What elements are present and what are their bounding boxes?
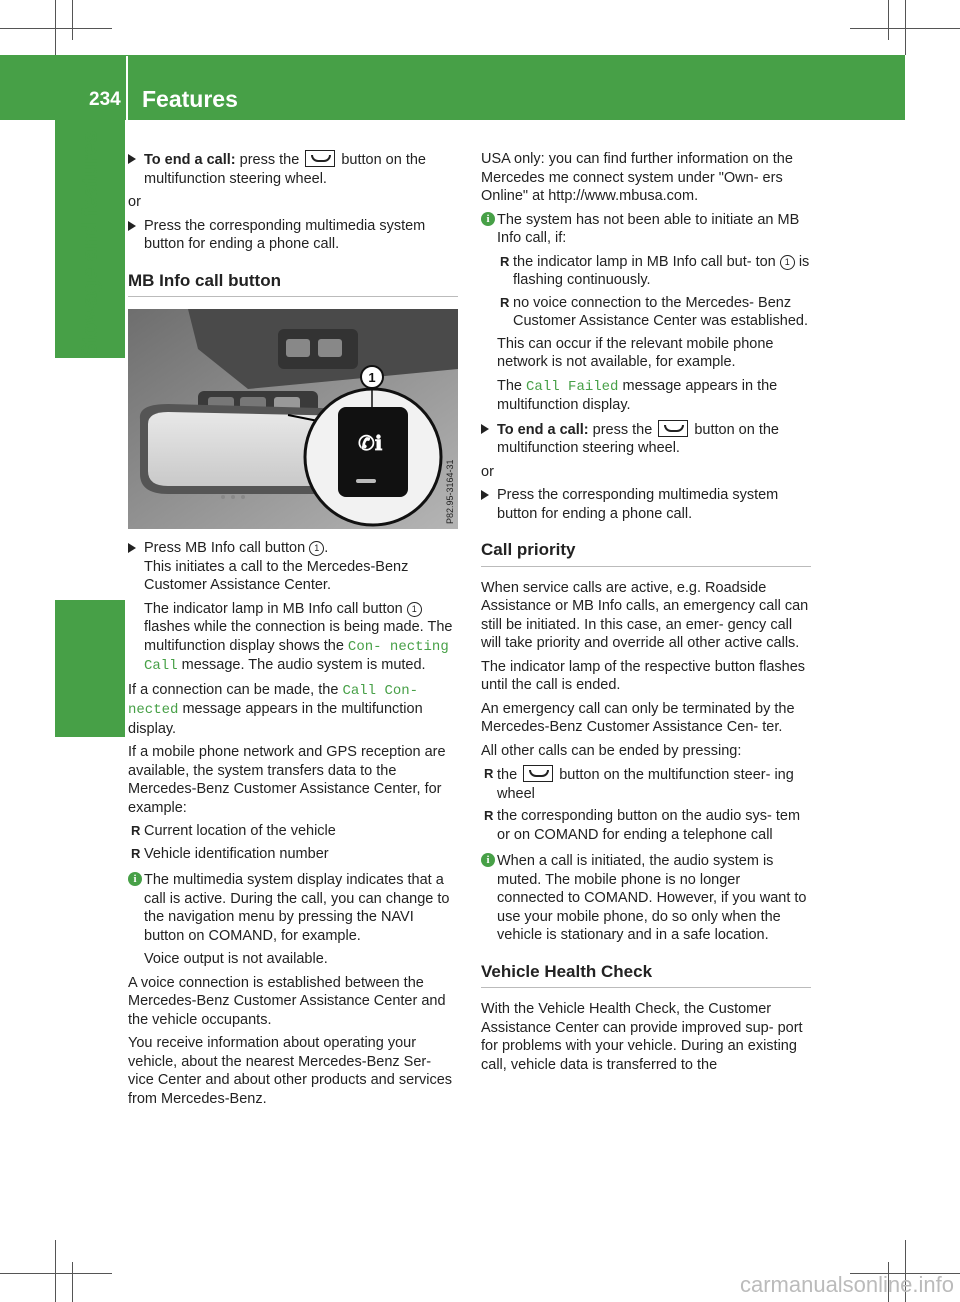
crop-mark bbox=[888, 0, 889, 40]
chapter-tab bbox=[55, 600, 125, 737]
section-heading: Call priority bbox=[481, 541, 811, 567]
callout-one-icon: 1 bbox=[309, 541, 324, 556]
info-icon: i bbox=[481, 212, 495, 226]
section-heading: Vehicle Health Check bbox=[481, 963, 811, 989]
lamp-text: The indicator lamp in MB Info call button 1 flashes while the connection is being made. The multifunction display shows the Con‑ necting Call message. The audio system is muted. bbox=[144, 600, 453, 674]
crop-mark bbox=[72, 1262, 73, 1302]
voice-connection-text: A voice connection is established between the Mercedes-Benz Customer Assistance Center and the vehicle occupants. bbox=[128, 974, 446, 1028]
chapter-label: Stowage and features bbox=[77, 130, 102, 358]
lamp-flash-text: The indicator lamp of the respective button flashes until the call is ended. bbox=[481, 658, 806, 693]
voice-output-text: Voice output is not available. bbox=[144, 951, 328, 967]
gps-text: If a mobile phone network and GPS reception are available, the system transfers data to the Mercedes-Benz Customer Assistance Center, for example: bbox=[128, 744, 446, 816]
end-call-step: To end a call: press the button on the multifunction steering wheel. bbox=[481, 420, 811, 458]
list-item: R no voice connection to the Mercedes- Benz Customer Assistance Center was established. bbox=[500, 294, 808, 329]
vhc-text: With the Vehicle Health Check, the Customer Assistance Center can provide improved sup- port for problems with your vehicle. During an existing call, vehicle data is transferred to the bbox=[481, 1001, 803, 1073]
header-band bbox=[0, 55, 905, 120]
crop-mark bbox=[0, 1273, 112, 1274]
crop-mark bbox=[55, 1240, 56, 1302]
info-note: i The system has not been able to initiate an MB Info call, if: bbox=[481, 211, 811, 248]
service-calls-text: When service calls are active, e.g. Roadside Assistance or MB Info calls, an emergency call can still be initiated. In this case, an emer- gency call will take priority and override all other active calls. bbox=[481, 579, 809, 651]
mirror-photo bbox=[128, 309, 458, 529]
hang-up-icon bbox=[658, 420, 688, 437]
usa-text: USA only: you can find further information on the Mercedes me connect system under "Own- ers Online" at http://www.mbusa.com. bbox=[481, 151, 793, 204]
or-text: or bbox=[128, 194, 141, 210]
callout-number: 1 bbox=[368, 370, 376, 385]
info-icon: i bbox=[128, 872, 142, 886]
arrow-icon bbox=[481, 424, 489, 434]
press-corresponding-step: Press the corresponding multimedia system button for ending a phone call. bbox=[481, 486, 811, 523]
call-failed-text: The Call Failed message appears in the multifunction display. bbox=[497, 377, 778, 413]
receive-info-text: You receive information about operating your vehicle, about the nearest Mercedes-Benz Ser- vice Center and about other products and services from Mercedes-Benz. bbox=[128, 1035, 453, 1107]
phone-info-icon: ✆ℹ bbox=[358, 433, 383, 455]
press-corresponding-step: Press the corresponding multimedia system button for ending a phone call. bbox=[128, 217, 458, 254]
crop-mark bbox=[0, 28, 112, 29]
crop-mark bbox=[72, 0, 73, 40]
crop-mark bbox=[55, 0, 56, 55]
image-code: P82.95-3164-31 bbox=[445, 459, 455, 524]
info-note: i When a call is initiated, the audio system is muted. The mobile phone is no longer connected to COMAND. However, if you want to use your mobile phone, do so only when the vehicle is stationary and in a safe location. bbox=[481, 852, 811, 945]
occur-text: This can occur if the relevant mobile phone network is not available, for example. bbox=[497, 335, 774, 370]
press-mb-info-step: Press MB Info call button 1 . This initiates a call to the Mercedes-Benz Customer Assistance Center. bbox=[128, 539, 458, 595]
header-divider bbox=[126, 56, 128, 120]
list-item: R Vehicle identification number bbox=[131, 845, 329, 862]
arrow-icon bbox=[481, 490, 489, 500]
end-call-step: To end a call: press the button on the multifunction steering wheel. bbox=[128, 150, 458, 188]
connected-text: If a connection can be made, the Call Con‑ nected message appears in the multifunction display. bbox=[128, 681, 423, 737]
list-item: R the indicator lamp in MB Info call but- ton 1 is flashing continuously. bbox=[500, 253, 810, 288]
hang-up-icon bbox=[305, 150, 335, 167]
or-text: or bbox=[481, 463, 494, 480]
arrow-icon bbox=[128, 221, 136, 231]
callout-one-icon: 1 bbox=[407, 602, 422, 617]
left-column bbox=[128, 150, 458, 1113]
callout-one-icon: 1 bbox=[780, 255, 795, 270]
list-item: R the corresponding button on the audio sys- tem or on COMAND for ending a telephone call bbox=[484, 808, 801, 843]
footer-url: carmanualsonline.info bbox=[739, 1272, 954, 1297]
info-icon: i bbox=[481, 853, 495, 867]
emergency-end-text: An emergency call can only be terminated by the Mercedes-Benz Customer Assistance Cen- ter. bbox=[481, 700, 795, 735]
info-note: i The multimedia system display indicates that a call is active. During the call, you can change to the navigation menu by pressing the NAVI button on COMAND, for example. bbox=[128, 871, 458, 945]
arrow-icon bbox=[128, 543, 136, 553]
section-heading: MB Info call button bbox=[128, 272, 458, 298]
list-item: R Current location of the vehicle bbox=[131, 823, 336, 839]
all-other-text: All other calls can be ended by pressing: bbox=[481, 742, 742, 759]
page-title: Features bbox=[142, 86, 238, 112]
page-number: 234 bbox=[89, 89, 121, 110]
hang-up-icon bbox=[523, 765, 553, 782]
list-item: R the button on the multifunction steer- ing wheel bbox=[484, 766, 794, 802]
crop-mark bbox=[905, 0, 906, 55]
right-column bbox=[481, 150, 811, 1079]
arrow-icon bbox=[128, 154, 136, 164]
mirror-illustration bbox=[128, 309, 458, 529]
